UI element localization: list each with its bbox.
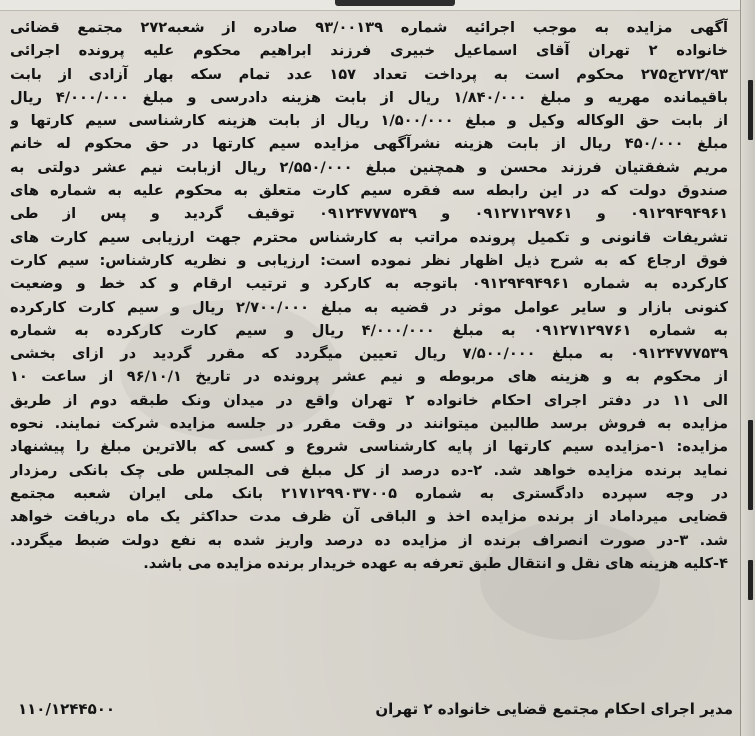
notice-line: آگهی مزایده به موجب اجرائیه شماره ۹۳/۰۰۱۳۹ صادره از شعبه۲۷۲ مجتمع قضائی xyxy=(10,19,728,36)
notice-line: از بابت حق الوکاله وکیل و مبلغ ۱/۵۰۰/۰۰۰ ریال از بابت هزینه کارشناسی سیم کارتها و xyxy=(10,112,728,130)
publication-code: ۱۱۰/۱۲۴۴۵۰۰ xyxy=(18,700,116,718)
notice-line: قضایی میرداماد از برنده مزایده اخذ و الباقی آن ظرف مدت حداکثر یک ماه دریافت خواهد xyxy=(10,508,728,526)
issuer-signature: مدیر اجرای احکام مجتمع قضایی خانواده ۲ تهران xyxy=(375,700,733,718)
notice-line: مزایده به فروش برسد طالبین میتوانند در وقت مقرر در جلسه مزایده شرکت نمایند. نحوه xyxy=(10,415,728,433)
notice-line: مریم شفقتیان فرزند محسن و همچنین مبلغ ۲/۵۵۰/۰۰۰ ریال ازبابت نیم عشر دولتی به xyxy=(10,158,728,176)
notice-line: فوق ارجاع که به شرح ذیل اظهار نظر نموده است: ارزیابی و نظریه کارشناس: سیم کارت xyxy=(10,251,728,269)
notice-line: خانواده ۲ تهران آقای اسماعیل خبیری فرزند ابراهیم محکوم علیه پرونده اجرائی xyxy=(10,42,728,60)
notice-footer xyxy=(18,696,733,722)
notice-line: شد. ۳-در صورت انصراف برنده از مزایده ده درصد واریز شده به نفع دولت ضبط میگردد. xyxy=(10,531,728,549)
notice-line: به شماره ۰۹۱۲۷۱۲۹۷۶۱ به مبلغ ۴/۰۰۰/۰۰۰ ریال و سیم کارت کارکرده به شماره xyxy=(10,321,728,339)
notice-line: نماید برنده مزایده خواهد شد. ۲-ده درصد از کل مبلغ فی المجلس طی چک بانکی رمزدار xyxy=(10,461,728,479)
top-border xyxy=(0,0,755,11)
notice-line: ۰۹۱۲۴۷۷۷۵۳۹ به مبلغ ۷/۵۰۰/۰۰۰ ریال تعیین میگردد که مقرر گردید در ازای بخشی xyxy=(10,345,728,363)
edge-mark xyxy=(748,560,753,600)
notice-line: مبلغ ۴۵۰/۰۰۰ ریال از بابت هزینه نشرآگهی مزایده سیم کارتها در حق محکوم له خانم xyxy=(10,135,728,153)
notice-line: ۴-کلیه هزینه های نقل و انتقال طبق تعرفه به عهده خریدار برنده مزایده می باشد. xyxy=(143,554,728,572)
notice-line: صندوق دولت که در این رابطه سه فقره سیم کارت متعلق به محکوم علیه به شماره های xyxy=(10,182,728,200)
cut-header-fragment xyxy=(335,0,455,6)
notice-line: در وجه سپرده دادگستری به شماره ۲۱۷۱۲۹۹۰۳۷۰۰۵ بانک ملی ایران شعبه مجتمع xyxy=(10,484,728,502)
notice-line: باقیمانده مهریه و مبلغ ۱/۸۴۰/۰۰۰ ریال از بابت هزینه دادرسی و مبلغ ۴/۰۰۰/۰۰۰ ریال xyxy=(10,88,728,106)
notice-line: تشریفات قانونی و تکمیل پرونده مراتب به کارشناس محترم جهت ارزیابی سیم کارت های xyxy=(10,228,728,246)
page-edge xyxy=(740,0,755,736)
edge-mark xyxy=(748,420,753,510)
notice-line: ۲۷۲/۹۳ج۲۷۵ محکوم است به پرداخت تعداد ۱۵۷ عدد تمام سکه بهار آزادی از بابت xyxy=(10,65,728,83)
notice-line: کنونی بازار و سایر عوامل موثر در قضیه به مبلغ ۲/۷۰۰/۰۰۰ ریال و سیم کارت کارکرده xyxy=(10,298,728,316)
notice-line: از محکوم به و هزینه های مربوطه و نیم عشر پرونده در تاریخ ۹۶/۱۰/۱ از ساعت ۱۰ xyxy=(10,368,728,386)
edge-mark xyxy=(748,80,753,140)
notice-line: الی ۱۱ در دفتر اجرای احکام خانواده ۲ تهران واقع در میدان ونک طبقه دوم از طریق xyxy=(10,391,728,409)
notice-line: مزایده: ۱-مزایده سیم کارتها از پایه کارشناسی شروع و کسی که بالاترین مبلغ را پیشنهاد xyxy=(10,438,728,456)
notice-line: ۰۹۱۲۹۴۹۴۹۶۱ و ۰۹۱۲۷۱۲۹۷۶۱ و ۰۹۱۲۴۷۷۷۵۳۹ توقیف گردید و پس از طی xyxy=(10,205,728,223)
auction-notice-text xyxy=(10,16,728,575)
notice-line: کارکرده به شماره ۰۹۱۲۹۴۹۴۹۶۱ باتوجه به کارکرد و ترتیب ارقام و کد خط و وضعیت xyxy=(10,275,728,293)
